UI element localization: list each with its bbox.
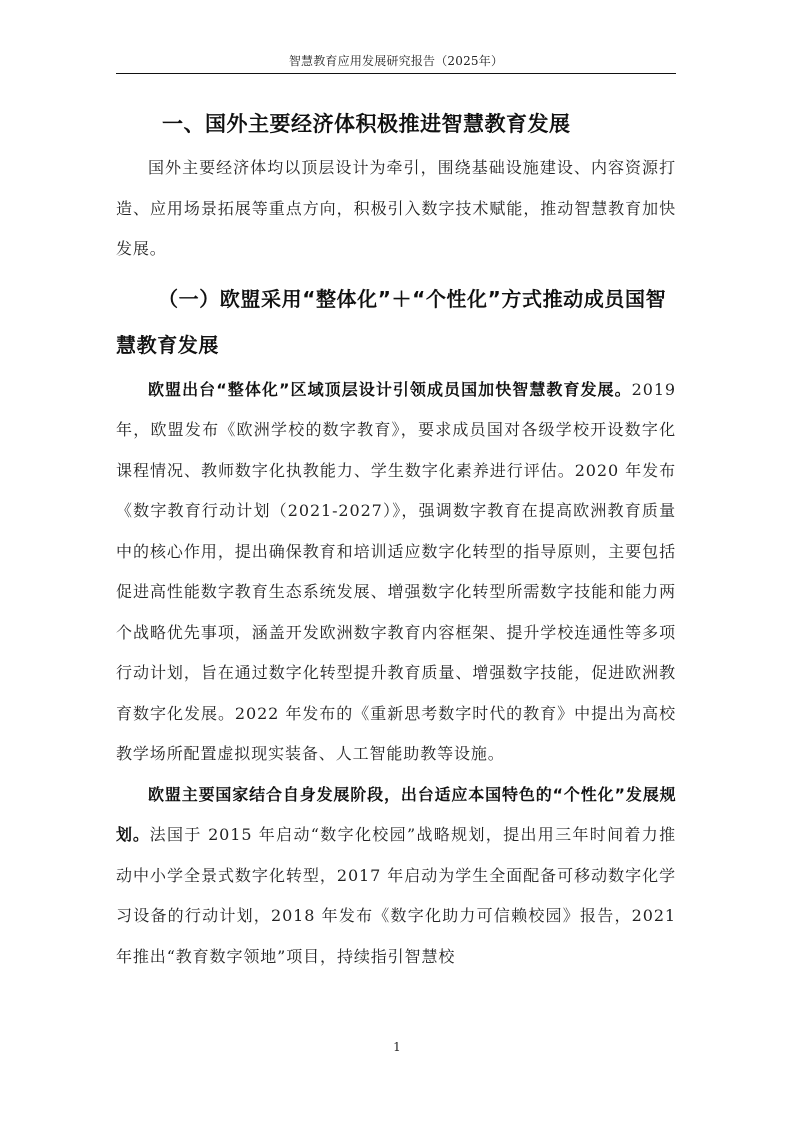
subsection-heading: （一）欧盟采用“整体化”＋“个性化”方式推动成员国智慧教育发展 (116, 286, 667, 357)
paragraph-body: 法国于 2015 年启动“数字化校园”战略规划，提出用三年时间着力推动中小学全景式数字化转型，2017 年启动为学生全面配备可移动数字化学习设备的行动计划，2018 年发布《数字化助力可信赖校园》报告，2021 年推出“教育数字领地”项目，持续指引智慧校 (116, 825, 676, 966)
section-heading: 一、国外主要经济体积极推进智慧教育发展 (162, 112, 571, 136)
paragraph-eu-integrated (116, 370, 676, 775)
page-content (116, 104, 676, 977)
page-number: 1 (393, 1040, 401, 1054)
header-divider (116, 73, 676, 74)
running-header: 智慧教育应用发展研究报告（2025年） (288, 54, 504, 68)
paragraph-lead: 欧盟主要国家结合自身发展阶段，出台适应本国特色的“个性化”发展规划。 (116, 784, 676, 844)
paragraph-lead: 欧盟出台“整体化”区域顶层设计引领成员国加快智慧教育发展。 (148, 379, 632, 399)
paragraph-eu-personalized (116, 775, 676, 978)
section-intro-paragraph: 国外主要经济体均以顶层设计为牵引，围绕基础设施建设、内容资源打造、应用场景拓展等重点方向，积极引入数字技术赋能，推动智慧教育加快发展。 (116, 158, 676, 258)
paragraph-body: 2019 年，欧盟发布《欧洲学校的数字教育》，要求成员国对各级学校开设数字化课程情况、教师数字化执教能力、学生数字化素养进行评估。2020 年发布《数字教育行动计划（2021-2027）》，强调数字教育在提高欧洲教育质量中的核心作用，提出确保教育和培训适应数字化转型的指导原则，主要包括促进高性能数字教育生态系统发展、增强数字化转型所需数字技能和能力两个战略优先事项，涵盖开发欧洲数字教育内容框架、提升学校连通性等多项行动计划，旨在通过数字化转型提升教育质量、增强数字技能，促进欧洲教育数字化发展。2022 年发布的《重新思考数字时代的教育》中提出为高校教学场所配置虚拟现实装备、人工智能助教等设施。 (116, 379, 676, 763)
